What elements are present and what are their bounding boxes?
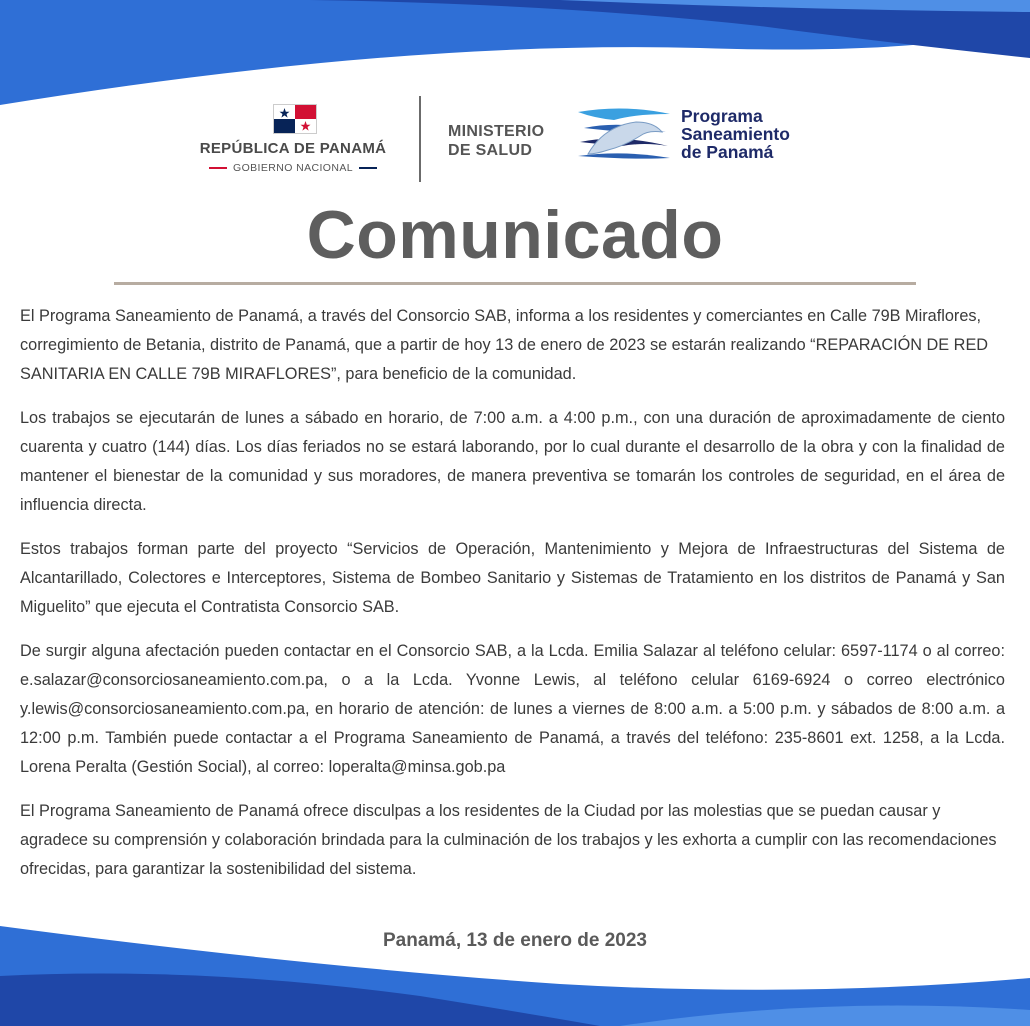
header-divider — [419, 96, 421, 182]
paragraph-5: El Programa Saneamiento de Panamá ofrece disculpas a los residentes de la Ciudad por las molestias que se puedan causar y agradece su comprensión y colaboración brindada para la culminación de los trabajos y les exhorta a cumplir con las recomendaciones ofrecidas, para garantizar la sostenibilidad del sistema. — [20, 802, 997, 878]
paragraph-1: El Programa Saneamiento de Panamá, a través del Consorcio SAB, informa a los residentes y comerciantes en Calle 79B Miraflores, corregimiento de Betania, distrito de Panamá, que a partir de hoy 13 de enero de 2023 se estarán realizando “REPARACIÓN DE RED SANITARIA EN CALLE 79B MIRAFLORES”, para beneficio de la comunidad. — [20, 307, 989, 383]
bottom-decorative-band — [0, 926, 1030, 1026]
communique-body — [20, 302, 1005, 899]
gobierno-nacional-label: GOBIERNO NACIONAL — [178, 162, 408, 174]
programa-saneamiento-label: Programa Saneamiento de Panamá — [681, 106, 790, 162]
ministerio-salud-label: MINISTERIO DE SALUD — [448, 123, 545, 159]
date-line: Panamá, 13 de enero de 2023 — [382, 930, 648, 951]
top-decorative-band — [0, 0, 1030, 110]
republica-label: REPÚBLICA DE PANAMÁ — [199, 140, 387, 157]
dolphin-logo-icon — [574, 106, 674, 162]
header-logos — [0, 96, 1030, 186]
page-title: Comunicado — [306, 197, 724, 273]
panama-flag-icon — [273, 104, 317, 134]
paragraph-2: Los trabajos se ejecutarán de lunes a sábado en horario, de 7:00 a.m. a 4:00 p.m., con una duración de aproximadamente de ciento cuarenta y cuatro (144) días. Los días feriados no se estará laborando, por lo cual durante el desarrollo de la obra y con la finalidad de mantener el bienestar de la comunidad y sus moradores, de manera preventiva se tomarán los controles de seguridad, en el área de influencia directa. — [20, 409, 1005, 514]
paragraph-3: Estos trabajos forman parte del proyecto “Servicios de Operación, Mantenimiento y Mejora de Infraestructuras del Sistema de Alcantarillado, Colectores e Interceptores, Sistema de Bombeo Sanitario y Sistemas de Tratamiento en los distritos de Panamá y San Miguelito” que ejecuta el Contratista Consorcio SAB. — [20, 540, 1005, 616]
title-underline — [114, 282, 916, 285]
paragraph-4: De surgir alguna afectación pueden contactar en el Consorcio SAB, a la Lcda. Emilia Salazar al teléfono celular: 6597-1174 o al correo: e.salazar@consorciosaneamiento.com.pa, o a la Lcda. Yvonne Lewis, al teléfono celular 6169-6924 o correo electrónico y.lewis@consorciosaneamiento.com.pa, en horario de atención: de lunes a viernes de 8:00 a.m. a 5:00 p.m. y sábados de 8:00 a.m. a 12:00 p.m. También puede contactar a el Programa Saneamiento de Panamá, a través del teléfono: 235-8601 ext. 1258, a la Lcda. Lorena Peralta (Gestión Social), al correo: loperalta@minsa.gob.pa — [20, 642, 1005, 776]
